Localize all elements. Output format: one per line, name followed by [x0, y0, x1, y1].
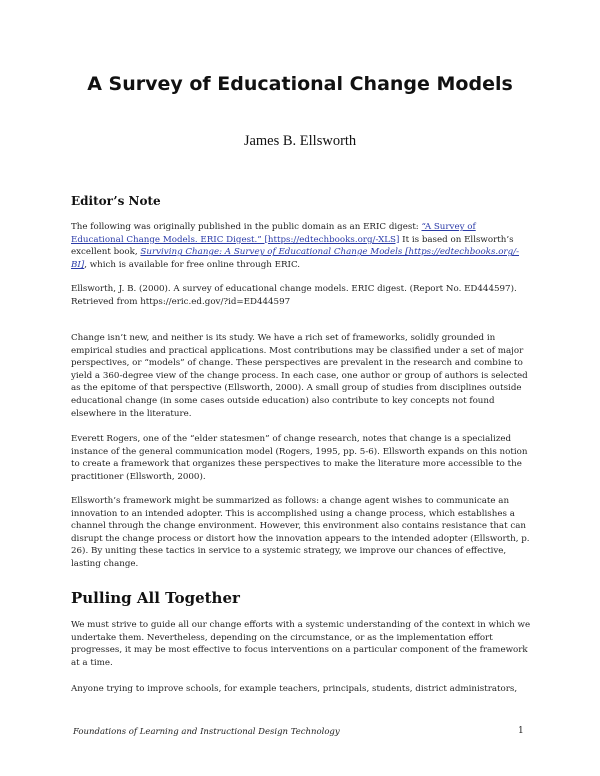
editors-note-text-2: It is based on Ellsworth’s excellent book, [71, 234, 514, 258]
body-paragraph-3-block [71, 495, 531, 571]
editors-note-paragraph [71, 221, 531, 271]
section-paragraph-1-block [71, 619, 531, 669]
editors-note-text-3: , which is available for free online through ERIC. [84, 259, 301, 270]
body-paragraph-2-block [71, 433, 531, 483]
author-name: James B. Ellsworth [243, 133, 357, 149]
section-heading: Pulling All Together [71, 589, 240, 607]
body-paragraph-2: Everett Rogers, one of the “elder statesmen” of change research, notes that change is a specialized instance of the general communication model (Rogers, 1995, pp. 5-6). Ellsworth expands on this notion to create a framework that organizes these perspectives to make the literature more accessible to the practitioner (Ellsworth, 2000). [71, 434, 528, 482]
body-paragraph-1-block [71, 332, 531, 420]
surviving-change-book-link[interactable]: Surviving Change: A Survey of Educational Change Models [https://edtechbooks.org/-BI] [71, 247, 520, 270]
citation-paragraph: Ellsworth, J. B. (2000). A survey of educational change models. ERIC digest. (Report No. ED444597). Retrieved from https://eric.ed.gov/?id=ED444597 [71, 284, 517, 307]
section-paragraph-2: Anyone trying to improve schools, for example teachers, principals, students, district administrators, [71, 684, 518, 694]
section-paragraph-2-block [71, 683, 531, 696]
citation-block [71, 283, 531, 308]
footer-book-title: Foundations of Learning and Instructional Design Technology [73, 727, 340, 737]
body-paragraph-1: Change isn’t new, and neither is its study. We have a rich set of frameworks, solidly grounded in empirical studies and practical applications. Most contributions may be classified under a set of major perspectives, or “models” of change. These perspectives are prevalent in the research and combine to yield a 360-degree view of the change process. In each case, one author or group of authors is selected as the epitome of that perspective (Ellsworth, 2000). A small group of studies from disciplines outside educational change (in some cases outside education) also contribute to key concepts not found elsewhere in the literature. [71, 333, 528, 419]
eric-digest-link[interactable]: “A Survey of Educational Change Models. ERIC Digest.” [https://edtechbooks.org/-XLS] [71, 222, 476, 245]
body-paragraph-3: Ellsworth’s framework might be summarized as follows: a change agent wishes to communicate an innovation to an intended adopter. This is accomplished using a change process, which establishes a channel through the change environment. However, this environment also contains resistance that can disrupt the change process or distort how the innovation appears to the intended adopter (Ellsworth, p. 26). By uniting these tactics in service to a systemic strategy, we improve our chances of effective, lasting change. [71, 496, 530, 569]
editors-note-paragraph-block [71, 221, 531, 271]
editors-note-heading: Editor’s Note [71, 194, 161, 208]
section-paragraph-1: We must strive to guide all our change efforts with a systemic understanding of the context in which we undertake them. Nevertheless, depending on the circumstance, or as the implementation effort progresses, it may be most effective to focus interventions on a particular component of the framework at a time. [71, 620, 531, 668]
editors-note-text-1: The following was originally published in the public domain as an ERIC digest: [71, 222, 422, 232]
document-title: A Survey of Educational Change Models [87, 73, 513, 95]
footer-page-number: 1 [518, 726, 524, 736]
